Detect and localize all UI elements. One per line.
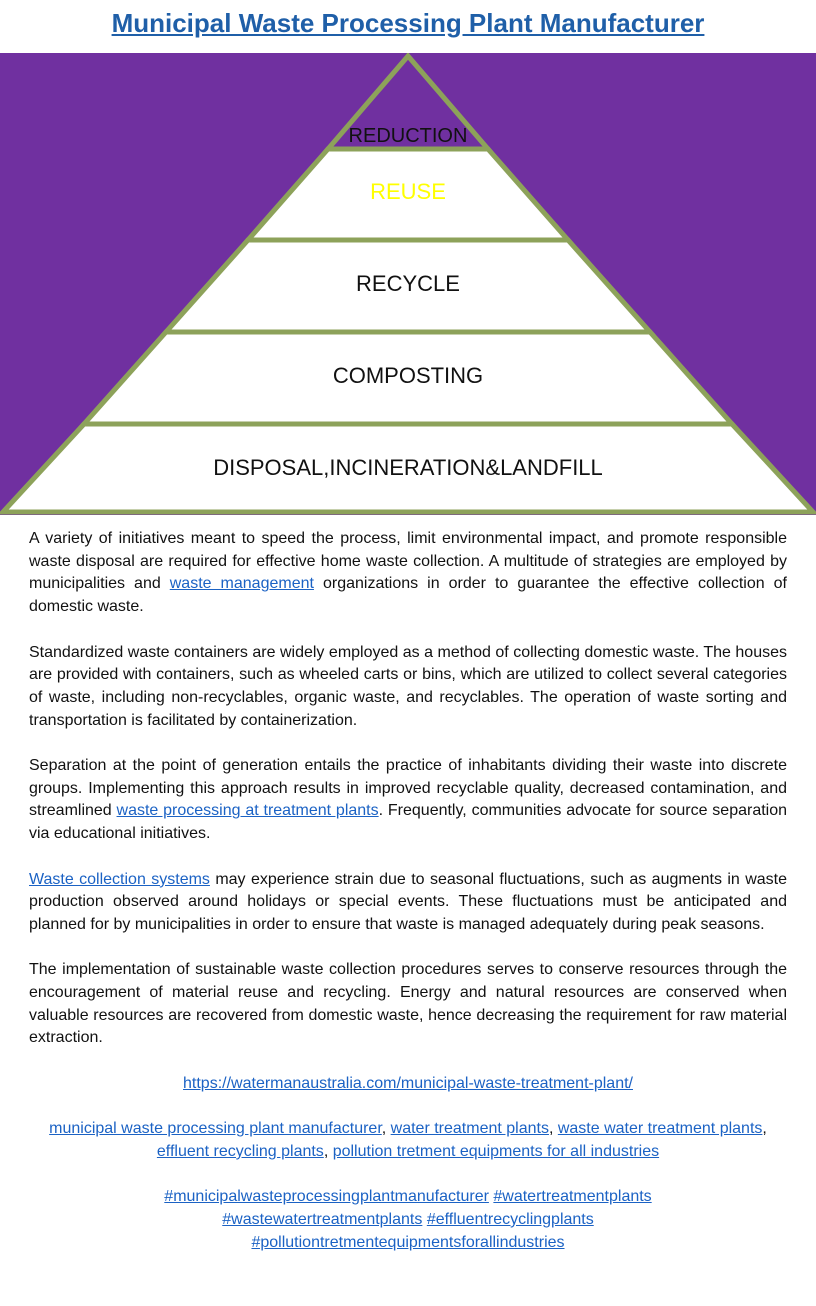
keyword-links: municipal waste processing plant manufacturer, water treatment plants, waste water treatment plants, effluent recycling plants, pollution tretment equipments for all industries (49, 1120, 767, 1160)
hashtag-link[interactable]: #municipalwasteprocessingplantmanufacturer (164, 1188, 489, 1206)
p3-text-after: . Frequently, communities advocate for source separation via educational initiatives. (29, 802, 788, 843)
waste-hierarchy-pyramid (0, 53, 816, 515)
link-waste-collection-systems[interactable]: Waste collection systems (29, 870, 210, 888)
paragraph-3 (29, 755, 787, 846)
source-url-line (29, 1073, 787, 1096)
hashtag-block (29, 1186, 787, 1254)
hashtag-link[interactable]: #wastewatertreatmentplants (222, 1210, 423, 1228)
link-waste-processing[interactable]: waste processing at treatment plants (116, 802, 379, 820)
p1-text-after: organizations in order to guarantee the effective collection of domestic waste. (29, 575, 787, 616)
keyword-link[interactable]: water treatment plants (390, 1120, 549, 1138)
level-label-reduction: REDUCTION (348, 125, 468, 147)
p4-text-after: may experience strain due to seasonal fluctuations, such as augments in waste production observed around holidays or special events. These fluctuations must be anticipated and planned for by municipalities in order to ensure that waste is managed adequately during peak seasons. (29, 870, 787, 933)
level-label-disposal: DISPOSAL,INCINERATION&LANDFILL (213, 455, 603, 480)
source-url-link[interactable]: https://watermanaustralia.com/municipal-waste-treatment-plant/ (183, 1074, 633, 1092)
p3-text-before: Separation at the point of generation entails the practice of inhabitants dividing their waste into discrete groups. Implementing this approach results in improved recyclable quality, decreased contamination, and streamlined (29, 757, 787, 820)
link-waste-management[interactable]: waste management (169, 575, 314, 593)
paragraph-5: The implementation of sustainable waste collection procedures serves to conserve resources through the encouragement of material reuse and recycling. Energy and natural resources are conserved when valuable resources are recovered from domestic waste, hence decreasing the requirement for raw material extraction. (29, 961, 787, 1047)
hashtag-link[interactable]: #effluentrecyclingplants (426, 1210, 594, 1228)
article-body (29, 528, 787, 1254)
hashtag-link[interactable]: #watertreatmentplants (493, 1188, 652, 1206)
keyword-link[interactable]: pollution tretment equipments for all industries (332, 1142, 660, 1160)
p1-text-before: A variety of initiatives meant to speed the process, limit environmental impact, and promote responsible waste disposal are required for effective home waste collection. A multitude of strategies are employed by municipalities and (29, 530, 787, 593)
level-label-reuse: REUSE (370, 179, 446, 204)
level-label-composting: COMPOSTING (332, 363, 484, 388)
paragraph-1 (29, 528, 787, 619)
paragraph-4 (29, 869, 787, 937)
keyword-link[interactable]: effluent recycling plants (156, 1142, 324, 1160)
keyword-link[interactable]: municipal waste processing plant manufacturer (49, 1120, 382, 1138)
level-label-recycle: RECYCLE (356, 271, 460, 296)
page-title: Municipal Waste Processing Plant Manufacturer (111, 8, 705, 38)
hashtag-link[interactable]: #pollutiontretmentequipmentsforallindustries (251, 1233, 565, 1251)
keyword-link[interactable]: waste water treatment plants (557, 1120, 763, 1138)
paragraph-2: Standardized waste containers are widely employed as a method of collecting domestic waste. The houses are provided with containers, such as wheeled carts or bins, which are utilized to collect several categories of waste, including non-recyclables, organic waste, and recyclables. The operation of waste sorting and transportation is facilitated by containerization. (29, 643, 787, 729)
